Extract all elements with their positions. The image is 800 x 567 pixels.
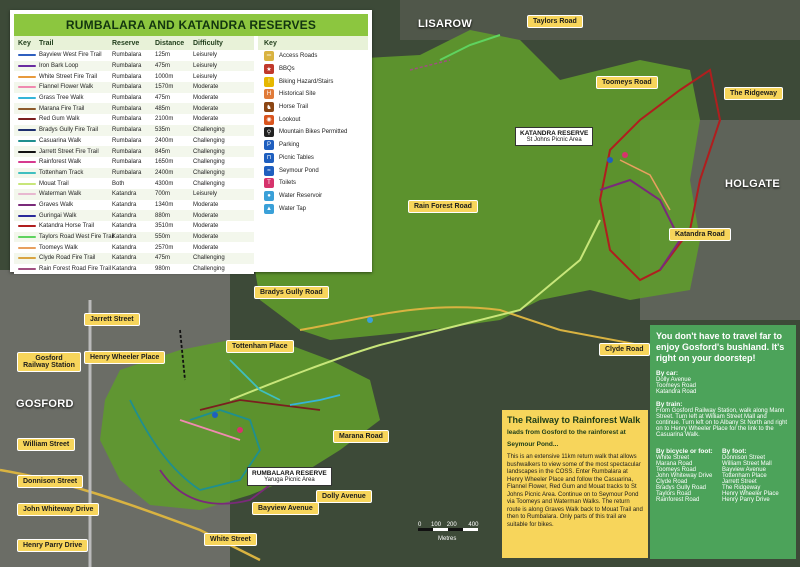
trail-row (14, 178, 254, 189)
trail-row (14, 221, 254, 232)
trail-swatch (18, 247, 36, 249)
parking-marker[interactable] (212, 412, 218, 418)
key-panel (258, 36, 368, 268)
water-reservoir-marker[interactable] (367, 317, 373, 323)
trail-difficulty: Leisurely (193, 73, 218, 80)
trail-reserve: Rumbalara (112, 148, 142, 155)
key-label: Access Roads (279, 53, 318, 60)
trail-reserve: Rumbalara (112, 73, 142, 80)
trail-difficulty: Moderate (193, 201, 219, 208)
scale-tick: 0 (418, 522, 422, 528)
katandra-reserve-sub: St Johns Picnic Area (526, 137, 582, 143)
bike-route: John Whiteway Drive (656, 473, 713, 479)
trail-difficulty: Leisurely (193, 191, 218, 198)
trail-swatch (18, 215, 36, 217)
bike-route: White Street (656, 455, 690, 461)
horse-icon: ♞ (264, 102, 274, 112)
trail-difficulty: Moderate (193, 212, 219, 219)
trail-difficulty: Moderate (193, 116, 219, 123)
key-label: Parking (279, 142, 300, 149)
trail-difficulty: Moderate (193, 84, 219, 91)
bike-route: Marana Road (656, 461, 693, 467)
trail-name: Flannel Flower Walk (39, 84, 94, 91)
bike-route: Taylors Road (656, 491, 692, 497)
trail-swatch (18, 183, 36, 185)
water-tap-icon: ▲ (264, 204, 274, 214)
trail-swatch (18, 54, 36, 56)
trail-row (14, 264, 254, 275)
trail-name: Waterman Walk (39, 191, 82, 198)
road-taylors: Taylors Road (527, 15, 583, 28)
trail-distance: 475m (155, 63, 171, 70)
trail-distance: 485m (155, 105, 171, 112)
trail-reserve: Rumbalara (112, 105, 142, 112)
road-toomeys: Toomeys Road (596, 76, 658, 89)
car-list (656, 377, 790, 395)
trail-name: Rainforest Walk (39, 159, 82, 166)
trail-row (14, 125, 254, 136)
bike-route: Toomeys Road (656, 467, 697, 473)
trail-row (14, 82, 254, 93)
trail-name: Katandra Horse Trail (39, 223, 95, 230)
trail-row (14, 103, 254, 114)
trail-distance: 550m (155, 234, 171, 241)
trail-row (14, 253, 254, 264)
katandra-reserve-name: KATANDRA RESERVE (520, 130, 589, 137)
key-label: BBQs (279, 66, 295, 73)
trail-row (14, 200, 254, 211)
trail-name: Casuarina Walk (39, 137, 82, 144)
key-label: Mountain Bikes Permitted (279, 129, 348, 136)
historical-site-icon: H (264, 89, 274, 99)
trail-distance: 1650m (155, 159, 174, 166)
key-label: Toilets (279, 180, 297, 187)
key-label: Water Tap (279, 205, 307, 212)
header-trail: Trail (39, 39, 54, 47)
road-william: William Street (17, 438, 75, 451)
trail-name: Taylors Road West Fire Trail (39, 234, 115, 241)
scale-labels (418, 522, 478, 542)
trail-reserve: Katandra (112, 223, 137, 230)
bike-route: Bradys Gully Road (656, 485, 707, 491)
road-tottenham: Tottenham Place (226, 340, 294, 353)
lookout-icon: ◉ (264, 115, 274, 125)
trail-reserve: Katandra (112, 212, 137, 219)
trail-swatch (18, 65, 36, 67)
trail-reserve: Rumbalara (112, 84, 142, 91)
key-row (258, 139, 368, 152)
road-dolly: Dolly Avenue (316, 490, 372, 503)
foot-list (722, 455, 786, 503)
rumbalara-reserve-name: RUMBALARA RESERVE (252, 470, 327, 477)
trail-difficulty: Moderate (193, 244, 219, 251)
bbq-icon: ★ (264, 64, 274, 74)
foot-route: The Ridgeway (721, 485, 761, 491)
trail-difficulty: Challenging (193, 169, 225, 176)
trail-reserve: Rumbalara (112, 63, 142, 70)
foot-route: William Street Mall (721, 461, 772, 467)
trail-distance: 880m (155, 212, 171, 219)
trail-swatch (18, 193, 36, 195)
trail-swatch (18, 140, 36, 142)
trail-reserve: Both (112, 180, 125, 187)
trail-name: White Street Fire Trail (39, 73, 98, 80)
trail-distance: 475m (155, 95, 171, 102)
train-text: From Gosford Railway Station, walk along Mann Street. Turn left at William Street Mall and continue. Turn left on to Albany St North and right on to Henry Wheeler Place for the link to the Casuarina Walk. (656, 408, 788, 438)
trail-distance: 845m (155, 148, 171, 155)
hazard-icon: ! (264, 77, 274, 87)
header-distance: Distance (155, 39, 185, 47)
trail-reserve: Katandra (112, 244, 137, 251)
trail-difficulty: Challenging (193, 127, 225, 134)
trail-swatch (18, 108, 36, 110)
road-henry-parry: Henry Parry Drive (17, 539, 88, 552)
trail-name: Rain Forest Road Fire Trail (39, 266, 112, 273)
trail-swatch (18, 268, 36, 270)
scale-unit: Metres (438, 536, 457, 542)
parking-icon: P (264, 140, 274, 150)
road-marana: Marana Road (333, 430, 389, 443)
trail-name: Clyde Road Fire Trail (39, 255, 96, 262)
katandra-toilet-marker[interactable] (622, 152, 628, 158)
info-title (507, 415, 643, 450)
road-icon: ═ (264, 51, 274, 61)
trail-swatch (18, 129, 36, 131)
trail-difficulty: Leisurely (193, 63, 218, 70)
katandra-reserve-label (515, 127, 593, 146)
road-ridgeway: The Ridgeway (724, 87, 783, 100)
railway-walk-info-box (502, 410, 648, 558)
trail-swatch (18, 236, 36, 238)
trail-name: Guringai Walk (39, 212, 77, 219)
trail-reserve: Rumbalara (112, 95, 142, 102)
car-heading: By car: (656, 370, 679, 377)
toilet-marker[interactable] (237, 427, 243, 433)
trail-reserve: Katandra (112, 255, 137, 262)
trail-difficulty: Moderate (193, 95, 219, 102)
key-row (258, 101, 368, 114)
trail-reserve: Rumbalara (112, 127, 142, 134)
bike-heading: By bicycle or foot: (656, 448, 713, 455)
foot-route: Jarrett Street (721, 479, 757, 485)
scale-tick: 400 (468, 522, 479, 528)
trail-swatch (18, 76, 36, 78)
trail-difficulty: Challenging (193, 255, 225, 262)
header-difficulty: Difficulty (193, 39, 223, 47)
trail-swatch (18, 225, 36, 227)
trail-distance: 2100m (155, 116, 174, 123)
trail-difficulty: Leisurely (193, 52, 218, 59)
train-heading: By train: (656, 401, 683, 408)
car-route: Dolly Avenue (656, 377, 691, 383)
info-body: This is an extensive 11km return walk that allows bushwalkers to view some of the most spectacular landscapes in the COSS. Enter Rumbalara at Henry Wheeler Place and follow the Casuarina, Flannel Flower, Red Gum and Mouat tracks to St Johns Picnic Area. Continue on to Seymour Pond via Toomeys and Waterman Walks. The return route is along Graves Walk back to Mouat Trail and then to Rumbalara. Only parts of this trail are suitable for bikes. (507, 454, 643, 528)
bike-foot-columns (656, 442, 790, 503)
trail-reserve: Katandra (112, 234, 137, 241)
map-title: RUMBALARA AND KATANDRA RESERVES (14, 14, 368, 36)
key-label: Biking Hazard/Stairs (279, 78, 334, 85)
car-route: Katandra Road (656, 389, 697, 395)
trail-name: Toomeys Walk (39, 244, 78, 251)
picnic-marker[interactable] (607, 157, 613, 163)
key-label: Lookout (279, 116, 301, 123)
road-rainforest: Rain Forest Road (408, 200, 478, 213)
trail-row (14, 189, 254, 200)
key-row (258, 126, 368, 139)
header-reserve: Reserve (112, 39, 140, 47)
bike-route: Rainforest Road (656, 497, 700, 503)
foot-route: Donnison Street (721, 455, 766, 461)
town-lisarow: LISAROW (418, 18, 473, 30)
key-label: Picnic Tables (279, 154, 314, 161)
key-row (258, 75, 368, 88)
trail-row (14, 168, 254, 179)
trail-difficulty: Challenging (193, 159, 225, 166)
trail-row (14, 232, 254, 243)
trail-reserve: Rumbalara (112, 169, 142, 176)
trail-row (14, 136, 254, 147)
trail-reserve: Katandra (112, 191, 137, 198)
key-row (258, 164, 368, 177)
trail-rows (14, 50, 254, 274)
key-row (258, 88, 368, 101)
trail-table-header (14, 36, 254, 50)
reservoir-icon: ● (264, 191, 274, 201)
trail-swatch (18, 118, 36, 120)
trail-distance: 535m (155, 127, 171, 134)
road-katandra: Katandra Road (669, 228, 731, 241)
key-row (258, 152, 368, 165)
key-row (258, 177, 368, 190)
key-row (258, 190, 368, 203)
trail-row (14, 157, 254, 168)
trail-difficulty: Challenging (193, 266, 225, 273)
bike-icon: ⚲ (264, 127, 274, 137)
town-gosford: GOSFORD (16, 398, 74, 410)
trail-name: Graves Walk (39, 201, 74, 208)
trail-reserve: Katandra (112, 266, 137, 273)
info-title-small: leads from Gosford to the rainforest at Seymour Pond... (507, 429, 626, 448)
road-bradys: Bradys Gully Road (254, 286, 329, 299)
key-label: Water Reservoir (279, 192, 323, 199)
trail-row (14, 61, 254, 72)
trail-reserve: Rumbalara (112, 137, 142, 144)
road-whiteway: John Whiteway Drive (17, 503, 99, 516)
trail-distance: 475m (155, 255, 171, 262)
foot-route: Henry Wheeler Place (721, 491, 779, 497)
trail-distance: 125m (155, 52, 171, 59)
trail-swatch (18, 172, 36, 174)
info-title-main: The Railway to Rainforest Walk (507, 415, 641, 425)
travel-info-box (650, 325, 796, 559)
scale-tick: 100 (431, 522, 442, 528)
foot-route: Tottenham Place (721, 473, 767, 479)
key-header: Key (258, 36, 368, 50)
trail-difficulty: Moderate (193, 234, 219, 241)
key-rows (258, 50, 368, 215)
trail-distance: 1340m (155, 201, 174, 208)
trail-swatch (18, 97, 36, 99)
trail-name: Bayview West Fire Trail (39, 52, 102, 59)
trail-name: Marana Fire Trail (39, 105, 85, 112)
car-route: Toomeys Road (656, 383, 697, 389)
trail-row (14, 210, 254, 221)
trail-row (14, 146, 254, 157)
foot-column (722, 442, 786, 503)
trail-distance: 2400m (155, 169, 174, 176)
trail-row (14, 93, 254, 104)
trail-difficulty: Challenging (193, 148, 225, 155)
trail-row (14, 50, 254, 61)
trail-row (14, 242, 254, 253)
trail-distance: 2570m (155, 244, 174, 251)
rumbalara-reserve-label (247, 467, 332, 486)
trail-distance: 4300m (155, 180, 174, 187)
key-row (258, 113, 368, 126)
trail-distance: 2400m (155, 137, 174, 144)
trail-swatch (18, 151, 36, 153)
trail-swatch (18, 204, 36, 206)
trail-difficulty: Moderate (193, 105, 219, 112)
trail-swatch (18, 161, 36, 163)
road-station: Gosford Railway Station (17, 352, 81, 372)
trail-name: Iron Bark Loop (39, 63, 79, 70)
trail-name: Mouat Trail (39, 180, 69, 187)
travel-title: You don't have to travel far to enjoy Gosford's bushland. It's right on your doorstep! (656, 331, 785, 363)
trail-reserve: Rumbalara (112, 52, 142, 59)
rumbalara-reserve-sub: Yaruga Picnic Area (264, 477, 315, 483)
foot-route: Bayview Avenue (721, 467, 766, 473)
trail-distance: 1570m (155, 84, 174, 91)
pond-icon: ≈ (264, 166, 274, 176)
trail-name: Jarrett Street Fire Trail (39, 148, 99, 155)
bike-column (656, 442, 720, 503)
trail-name: Red Gum Walk (39, 116, 80, 123)
trail-difficulty: Challenging (193, 137, 225, 144)
trail-name: Tottenham Track (39, 169, 84, 176)
trail-difficulty: Moderate (193, 223, 219, 230)
trail-row (14, 71, 254, 82)
key-label: Seymour Pond (279, 167, 319, 174)
key-label: Horse Trail (279, 104, 309, 111)
road-donnison: Donnison Street (17, 475, 83, 488)
key-row (258, 63, 368, 76)
trail-name: Bradys Gully Fire Trail (39, 127, 99, 134)
road-bayview: Bayview Avenue (252, 502, 319, 515)
picnic-icon: ⊓ (264, 153, 274, 163)
key-row (258, 202, 368, 215)
trail-difficulty: Challenging (193, 180, 225, 187)
trail-table (14, 36, 254, 273)
trail-reserve: Katandra (112, 201, 137, 208)
key-label: Historical Site (279, 91, 316, 98)
bike-route: Clyde Road (656, 479, 688, 485)
road-clyde: Clyde Road (599, 343, 650, 356)
key-row (258, 50, 368, 63)
bike-list (656, 455, 720, 503)
header-key: Key (18, 39, 31, 47)
scale-tick: 200 (446, 522, 457, 528)
trail-distance: 700m (155, 191, 171, 198)
trail-swatch (18, 257, 36, 259)
road-white: White Street (204, 533, 257, 546)
trail-distance: 3510m (155, 223, 174, 230)
foot-heading: By foot: (721, 448, 747, 455)
trail-distance: 1000m (155, 73, 174, 80)
town-holgate: HOLGATE (725, 178, 781, 190)
road-henry-wheeler: Henry Wheeler Place (84, 351, 165, 364)
trail-swatch (18, 86, 36, 88)
trail-reserve: Rumbalara (112, 159, 142, 166)
road-jarrett: Jarrett Street (84, 313, 140, 326)
foot-route: Henry Parry Drive (721, 497, 770, 503)
trail-row (14, 114, 254, 125)
trail-distance: 980m (155, 266, 171, 273)
toilet-icon: T (264, 178, 274, 188)
trail-reserve: Rumbalara (112, 116, 142, 123)
trail-name: Grass Tree Walk (39, 95, 84, 102)
